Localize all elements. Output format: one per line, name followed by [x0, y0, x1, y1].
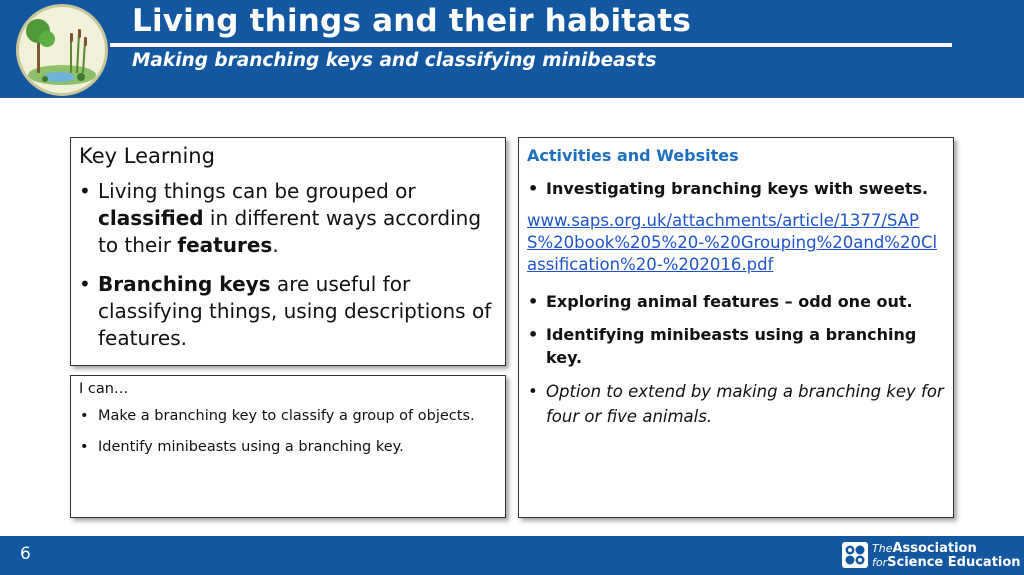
i-can-item: • Make a branching key to classify a group of objects. — [79, 407, 497, 425]
logo-for: for — [872, 556, 888, 569]
text-segment: in different ways according to their — [98, 206, 482, 257]
header-divider — [110, 43, 952, 47]
ase-logo-line1 — [872, 541, 977, 556]
ase-logo — [842, 540, 1022, 572]
key-learning-heading: Key Learning — [79, 144, 215, 168]
i-can-box — [70, 375, 506, 518]
habitat-illustration-icon — [16, 4, 108, 96]
logo-the: The — [872, 542, 893, 555]
saps-resource-link[interactable]: www.saps.org.uk/attachments/article/1377/SAPS%20book%205%20-%20Grouping%20and%20Classification%20-%202016.pdf — [527, 211, 938, 274]
bold-term: classified — [98, 206, 204, 230]
key-learning-item — [79, 178, 495, 259]
page-subtitle: Making branching keys and classifying minibeasts — [132, 50, 657, 71]
activity-extension-item: • Option to extend by making a branching key for four or five animals. — [527, 379, 945, 429]
text-segment: are useful for classifying things, using descriptions of features. — [98, 272, 492, 350]
page-title: Living things and their habitats — [132, 3, 692, 39]
page-number: 6 — [20, 544, 31, 564]
text-segment: Living things can be grouped or — [98, 179, 416, 203]
header-banner — [0, 0, 1024, 98]
logo-association: Association — [892, 541, 977, 556]
activity-item: • Identifying minibeasts using a branching key. — [527, 323, 945, 369]
key-learning-item — [79, 271, 495, 352]
activity-item: • Investigating branching keys with sweets. — [527, 177, 945, 200]
activities-box — [518, 137, 954, 518]
bold-term: features — [177, 233, 273, 257]
ase-logo-line2 — [872, 555, 1021, 570]
i-can-item: • Identify minibeasts using a branching key. — [79, 438, 497, 456]
text-segment: . — [272, 233, 279, 257]
logo-science-education: Science Education — [887, 555, 1021, 570]
i-can-heading: I can… — [79, 381, 129, 397]
activity-item: • Exploring animal features – odd one out. — [527, 290, 945, 313]
bold-term: Branching keys — [98, 272, 271, 296]
ase-mark-icon — [842, 542, 868, 568]
footer-bar — [0, 536, 1024, 575]
activities-heading: Activities and Websites — [527, 146, 739, 165]
key-learning-box — [70, 137, 506, 366]
